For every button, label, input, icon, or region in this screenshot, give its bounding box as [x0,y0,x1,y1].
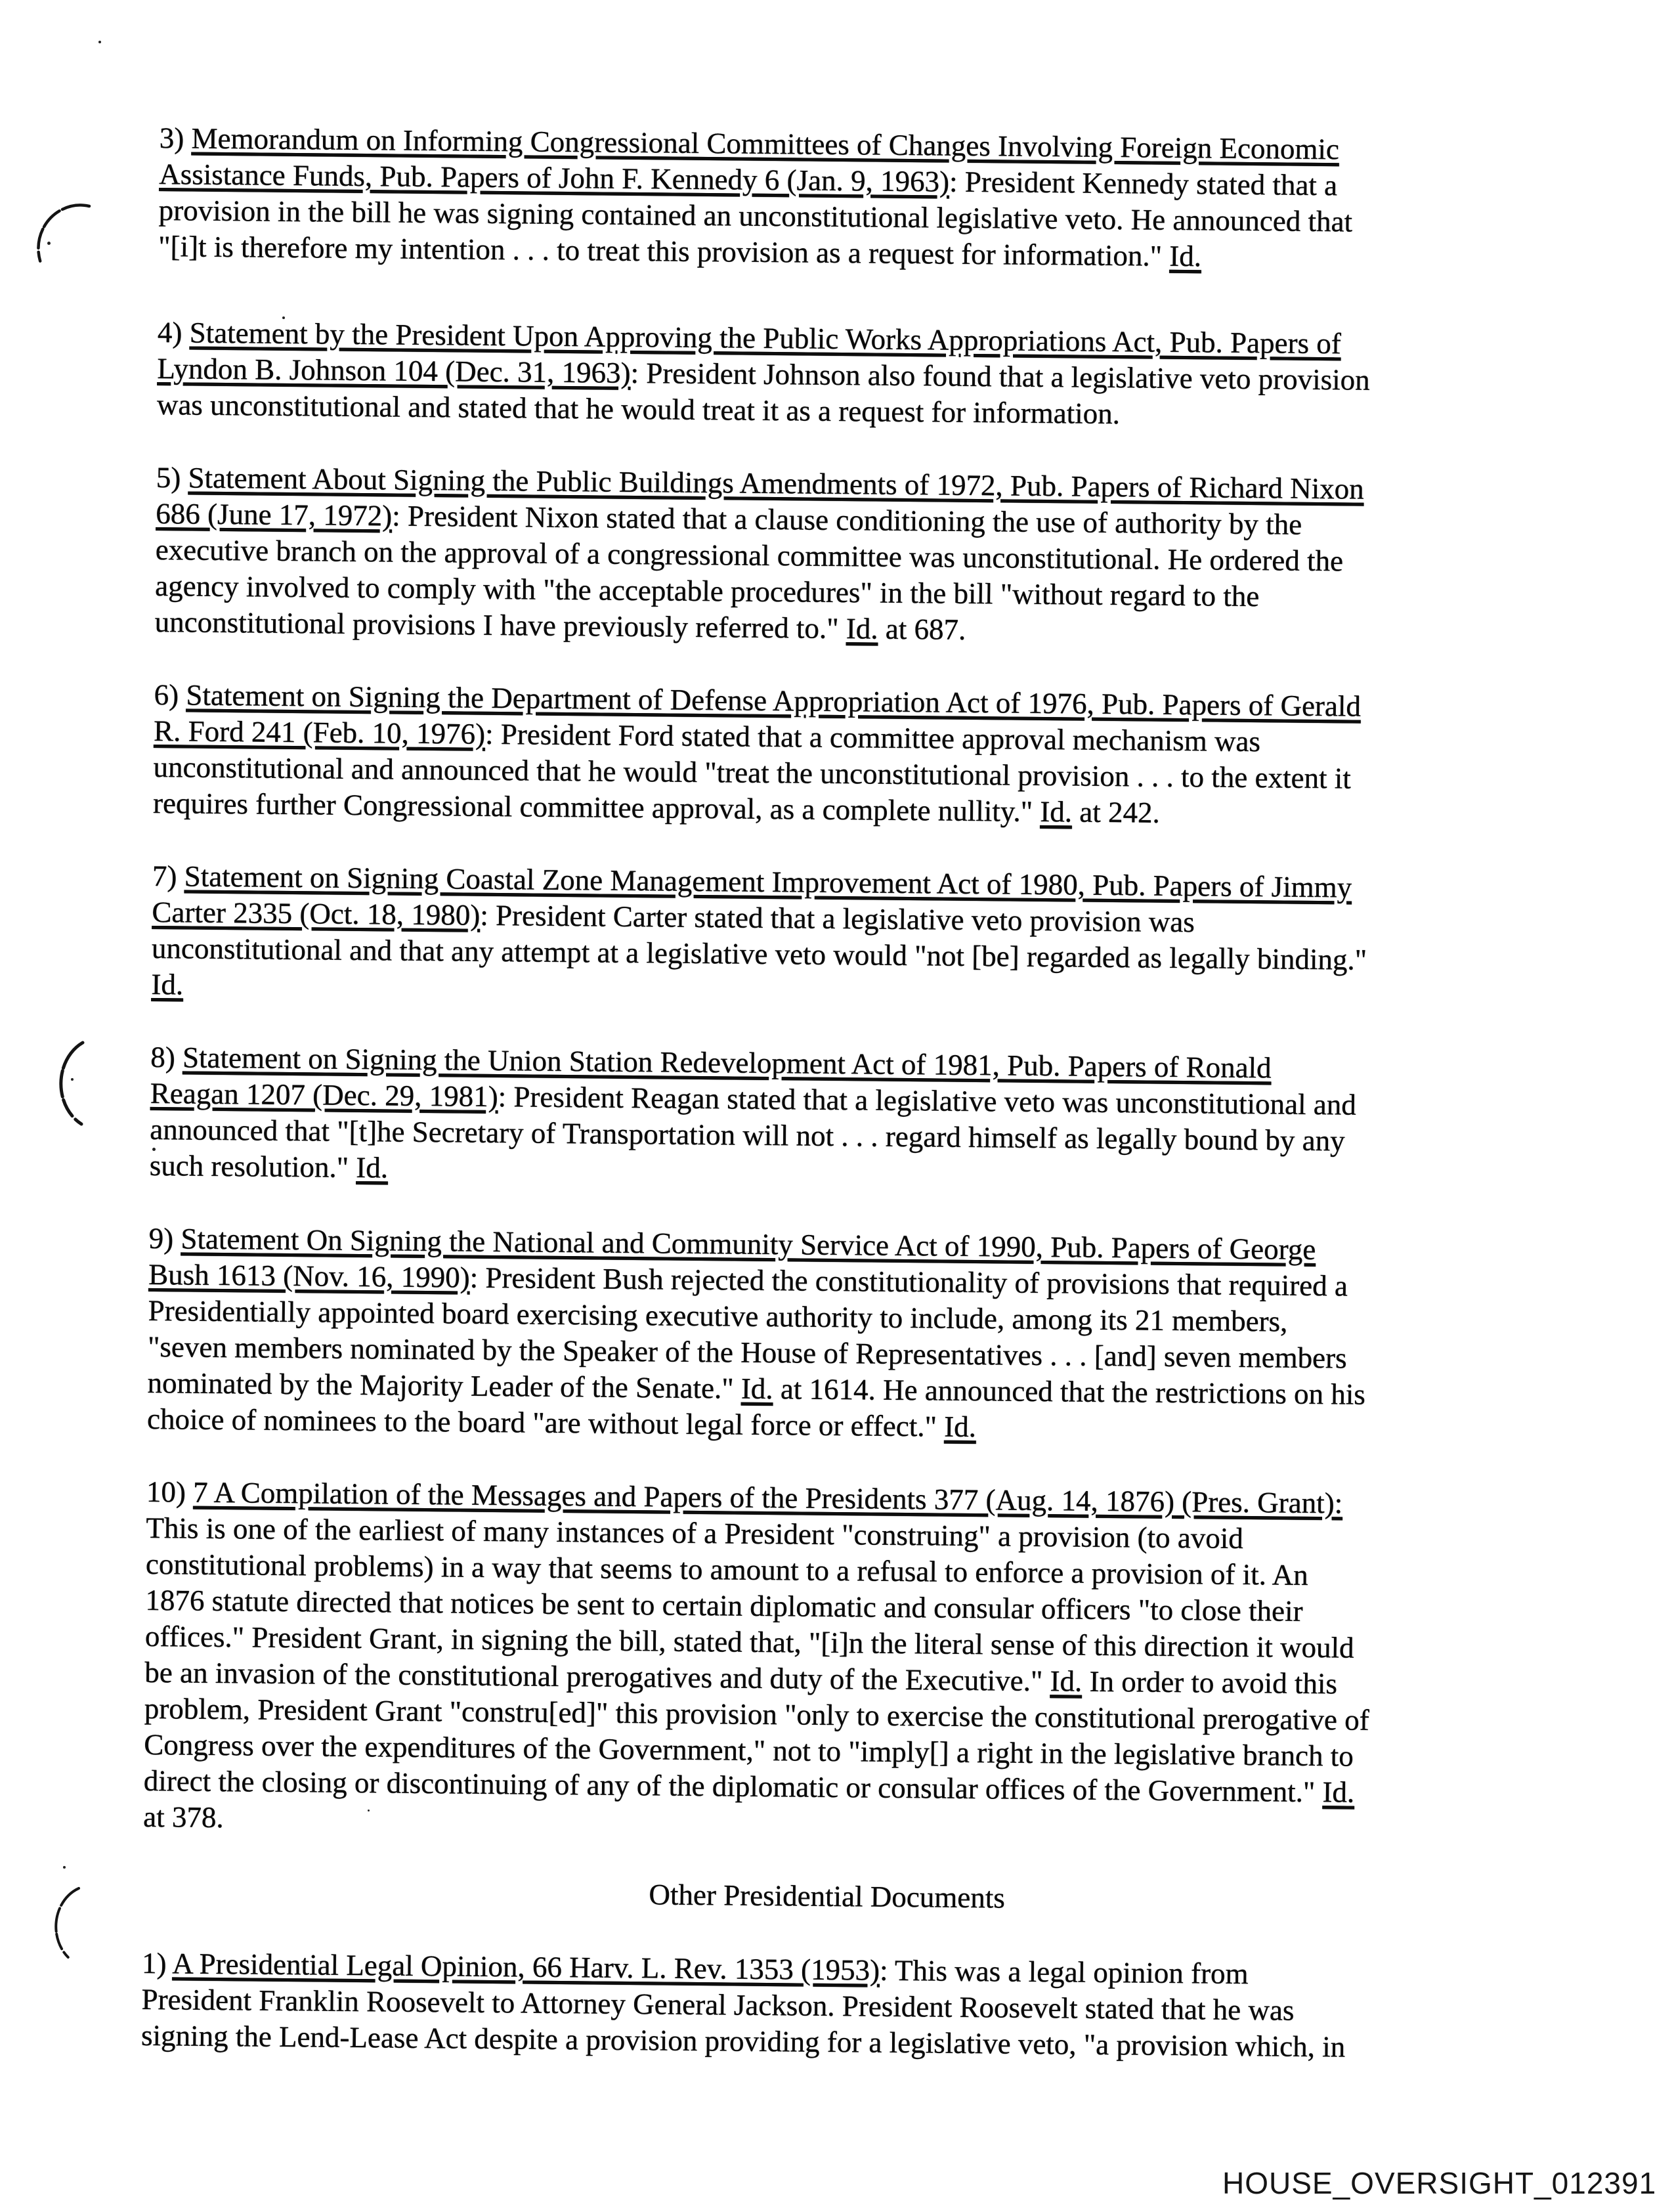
body-text: offices." President Grant, in signing the bill, stated that, "[i]n the literal sense of this direction it would [144,1619,1354,1664]
underlined-citation-text: Statement on Signing the Department of Defense Appropriation Act of 1976, Pub. Papers of Gerald [186,678,1362,723]
body-text: signing the Lend-Lease Act despite a provision providing for a legislative veto, "a provision which, in [140,2018,1346,2064]
underlined-citation-text: Statement On Signing the National and Community Service Act of 1990, Pub. Papers of George [181,1222,1316,1266]
underlined-citation-text: Id. [740,1372,773,1406]
body-text: 1876 statute directed that notices be sent to certain diplomatic and consular officers "to close their [145,1583,1303,1628]
underlined-citation-text: Id. [846,612,878,645]
scan-speck [63,1866,66,1869]
body-text: unconstitutional and announced that he would "treat the unconstitutional provision . . . to the extent it [153,750,1351,795]
body-text: at 687. [878,612,966,646]
paragraph-item-9 [147,1221,1518,1450]
body-text: This is one of the earliest of many instances of a President "construing" a provision (to avoid [146,1511,1243,1555]
paragraph-item-10 [143,1474,1515,1848]
body-text: 5) [156,460,188,494]
paragraph-item-6 [153,677,1523,835]
body-text: 4) [157,315,190,349]
body-text: : President Reagan stated that a legislative veto was unconstitutional and [498,1080,1356,1121]
body-text: In order to avoid this [1082,1664,1338,1701]
arc-mark-top-icon [26,197,98,289]
underlined-citation-text: Reagan 1207 (Dec. 29, 1981) [150,1076,498,1114]
body-text: : President Nixon stated that a clause conditioning the use of authority by the [391,499,1302,541]
underlined-citation-text: Id. [1050,1664,1083,1698]
body-text: : President Johnson also found that a legislative veto provision [630,356,1370,397]
underlined-citation-text: Memorandum on Informing Congressional Committees of Changes Involving Foreign Economic [191,121,1340,166]
underlined-citation-text: Id. [1040,794,1073,829]
body-text: 9) [148,1221,181,1255]
underlined-citation-text: A Presidential Legal Opinion, 66 Harv. L. Rev. 1353 (1953) [172,1947,880,1987]
body-text: 8) [150,1040,183,1074]
body-text: provision in the bill he was signing contained an unconstitutional legislative veto. He announced that [158,193,1353,238]
section-heading: Other Presidential Documents [649,1878,1005,1915]
body-text: problem, President Grant "constru[ed]" this provision "only to exercise the constitutional prerogative of [144,1691,1369,1737]
body-text: at 1614. He announced that the restrictions on his [773,1372,1366,1411]
underlined-citation-text: Statement on Signing the Union Station Redevelopment Act of 1981, Pub. Papers of Ronald [182,1041,1272,1085]
other-presidential-documents-section [141,1945,1511,2067]
body-text: : President Ford stated that a committee approval mechanism was [484,717,1261,758]
paragraph-item-4 [157,314,1526,436]
underlined-citation-text: Id. [151,967,184,1001]
underlined-citation-text: 7 A Compilation of the Messages and Papers of the Presidents 377 (Aug. 14, 1876) (Pres. Grant): [192,1475,1343,1520]
arc-mark-bottom-icon [24,1883,89,1972]
body-text: : President Kennedy stated that a [949,165,1338,202]
body-text: was unconstitutional and stated that he would treat it as a request for information. [156,387,1121,431]
body-text: executive branch on the approval of a congressional committee was unconstitutional. He ordered the [155,532,1344,578]
body-text: 3) [159,121,192,155]
underlined-citation-text: R. Ford 241 (Feb. 10, 1976) [153,714,486,750]
body-text: at 242. [1071,795,1160,829]
body-text: : This was a legal opinion from [879,1953,1249,1991]
underlined-citation-text: Id. [1322,1775,1355,1809]
body-text: constitutional problems) in a way that seems to amount to a refusal to enforce a provision of it. An [145,1547,1308,1592]
paragraph-item-1 [141,1945,1511,2067]
body-text: "[i]t is therefore my intention . . . to treat this provision as a request for information." [158,229,1170,272]
body-text: unconstitutional and that any attempt at a legislative veto would "not [be] regarded as legally binding." [151,931,1367,976]
scan-speck [47,242,51,245]
body-text: nominated by the Majority Leader of the Senate." [147,1366,742,1405]
body-text: 1) [141,1946,173,1980]
body-text: at 378. [142,1800,224,1834]
body-text: choice of nominees to the board "are without legal force or effect." [146,1402,945,1443]
underlined-citation-text: Statement by the President Upon Approving the Public Works Appropriations Act, Pub. Papers of [189,316,1341,360]
underlined-citation-text: Id. [1169,239,1202,273]
underlined-citation-text: Statement on Signing Coastal Zone Management Improvement Act of 1980, Pub. Papers of Jimmy [184,859,1352,904]
underlined-citation-text: Carter 2335 (Oct. 18, 1980) [152,895,481,932]
scan-speck [71,1078,74,1081]
paragraph-item-5 [154,460,1525,653]
underlined-citation-text: Bush 1613 (Nov. 16, 1990) [148,1257,470,1294]
underlined-citation-text: Lyndon B. Johnson 104 (Dec. 31, 1963) [157,351,631,389]
body-text: 6) [154,678,186,712]
body-text: Congress over the expenditures of the Government," not to "imply[] a right in the legislative branch to [144,1727,1354,1773]
underlined-citation-text: Statement About Signing the Public Buildings Amendments of 1972, Pub. Papers of Richard Nixon [188,461,1364,506]
paragraph-item-8 [149,1039,1519,1197]
underlined-citation-text: 686 (June 17, 1972) [156,496,393,532]
scan-speck [98,41,101,43]
paragraph-item-3 [158,120,1528,278]
numbered-citations-section [143,120,1528,1848]
arc-mark-middle-icon [22,1036,95,1135]
body-text: such resolution." [149,1148,356,1184]
paragraph-item-7 [151,858,1521,1016]
body-text: Presidentially appointed board exercising executive authority to include, among its 21 members, [148,1293,1288,1338]
body-text: 7) [152,859,184,893]
body-text: be an invasion of the constitutional prerogatives and duty of the Executive." [144,1655,1050,1698]
underlined-citation-text: Id. [356,1150,389,1184]
underlined-citation-text: Id. [943,1410,977,1444]
body-text: President Franklin Roosevelt to Attorney General Jackson. President Roosevelt stated that he was [141,1982,1295,2027]
body-text: 10) [146,1475,194,1509]
body-text: requires further Congressional committee approval, as a complete nullity." [152,786,1041,828]
body-text: announced that "[t]he Secretary of Transportation will not . . . regard himself as legally bound by any [150,1112,1345,1158]
body-text: agency involved to comply with "the acceptable procedures" in the bill "without regard to the [154,569,1260,613]
body-text: : President Carter stated that a legislative veto provision was [480,898,1195,939]
body-text: direct the closing or discontinuing of any of the diplomatic or consular offices of the Government." [143,1764,1323,1809]
body-text: "seven members nominated by the Speaker of the House of Representatives . . . [and] seven members [147,1330,1347,1375]
bates-stamp: HOUSE_OVERSIGHT_012391 [1222,2166,1657,2200]
document-body [140,120,1528,2104]
body-text: unconstitutional provisions I have previously referred to." [154,605,846,645]
underlined-citation-text: Assistance Funds, Pub. Papers of John F. Kennedy 6 (Jan. 9, 1963) [158,157,950,198]
body-text: : President Bush rejected the constitutionality of provisions that required a [469,1261,1348,1303]
